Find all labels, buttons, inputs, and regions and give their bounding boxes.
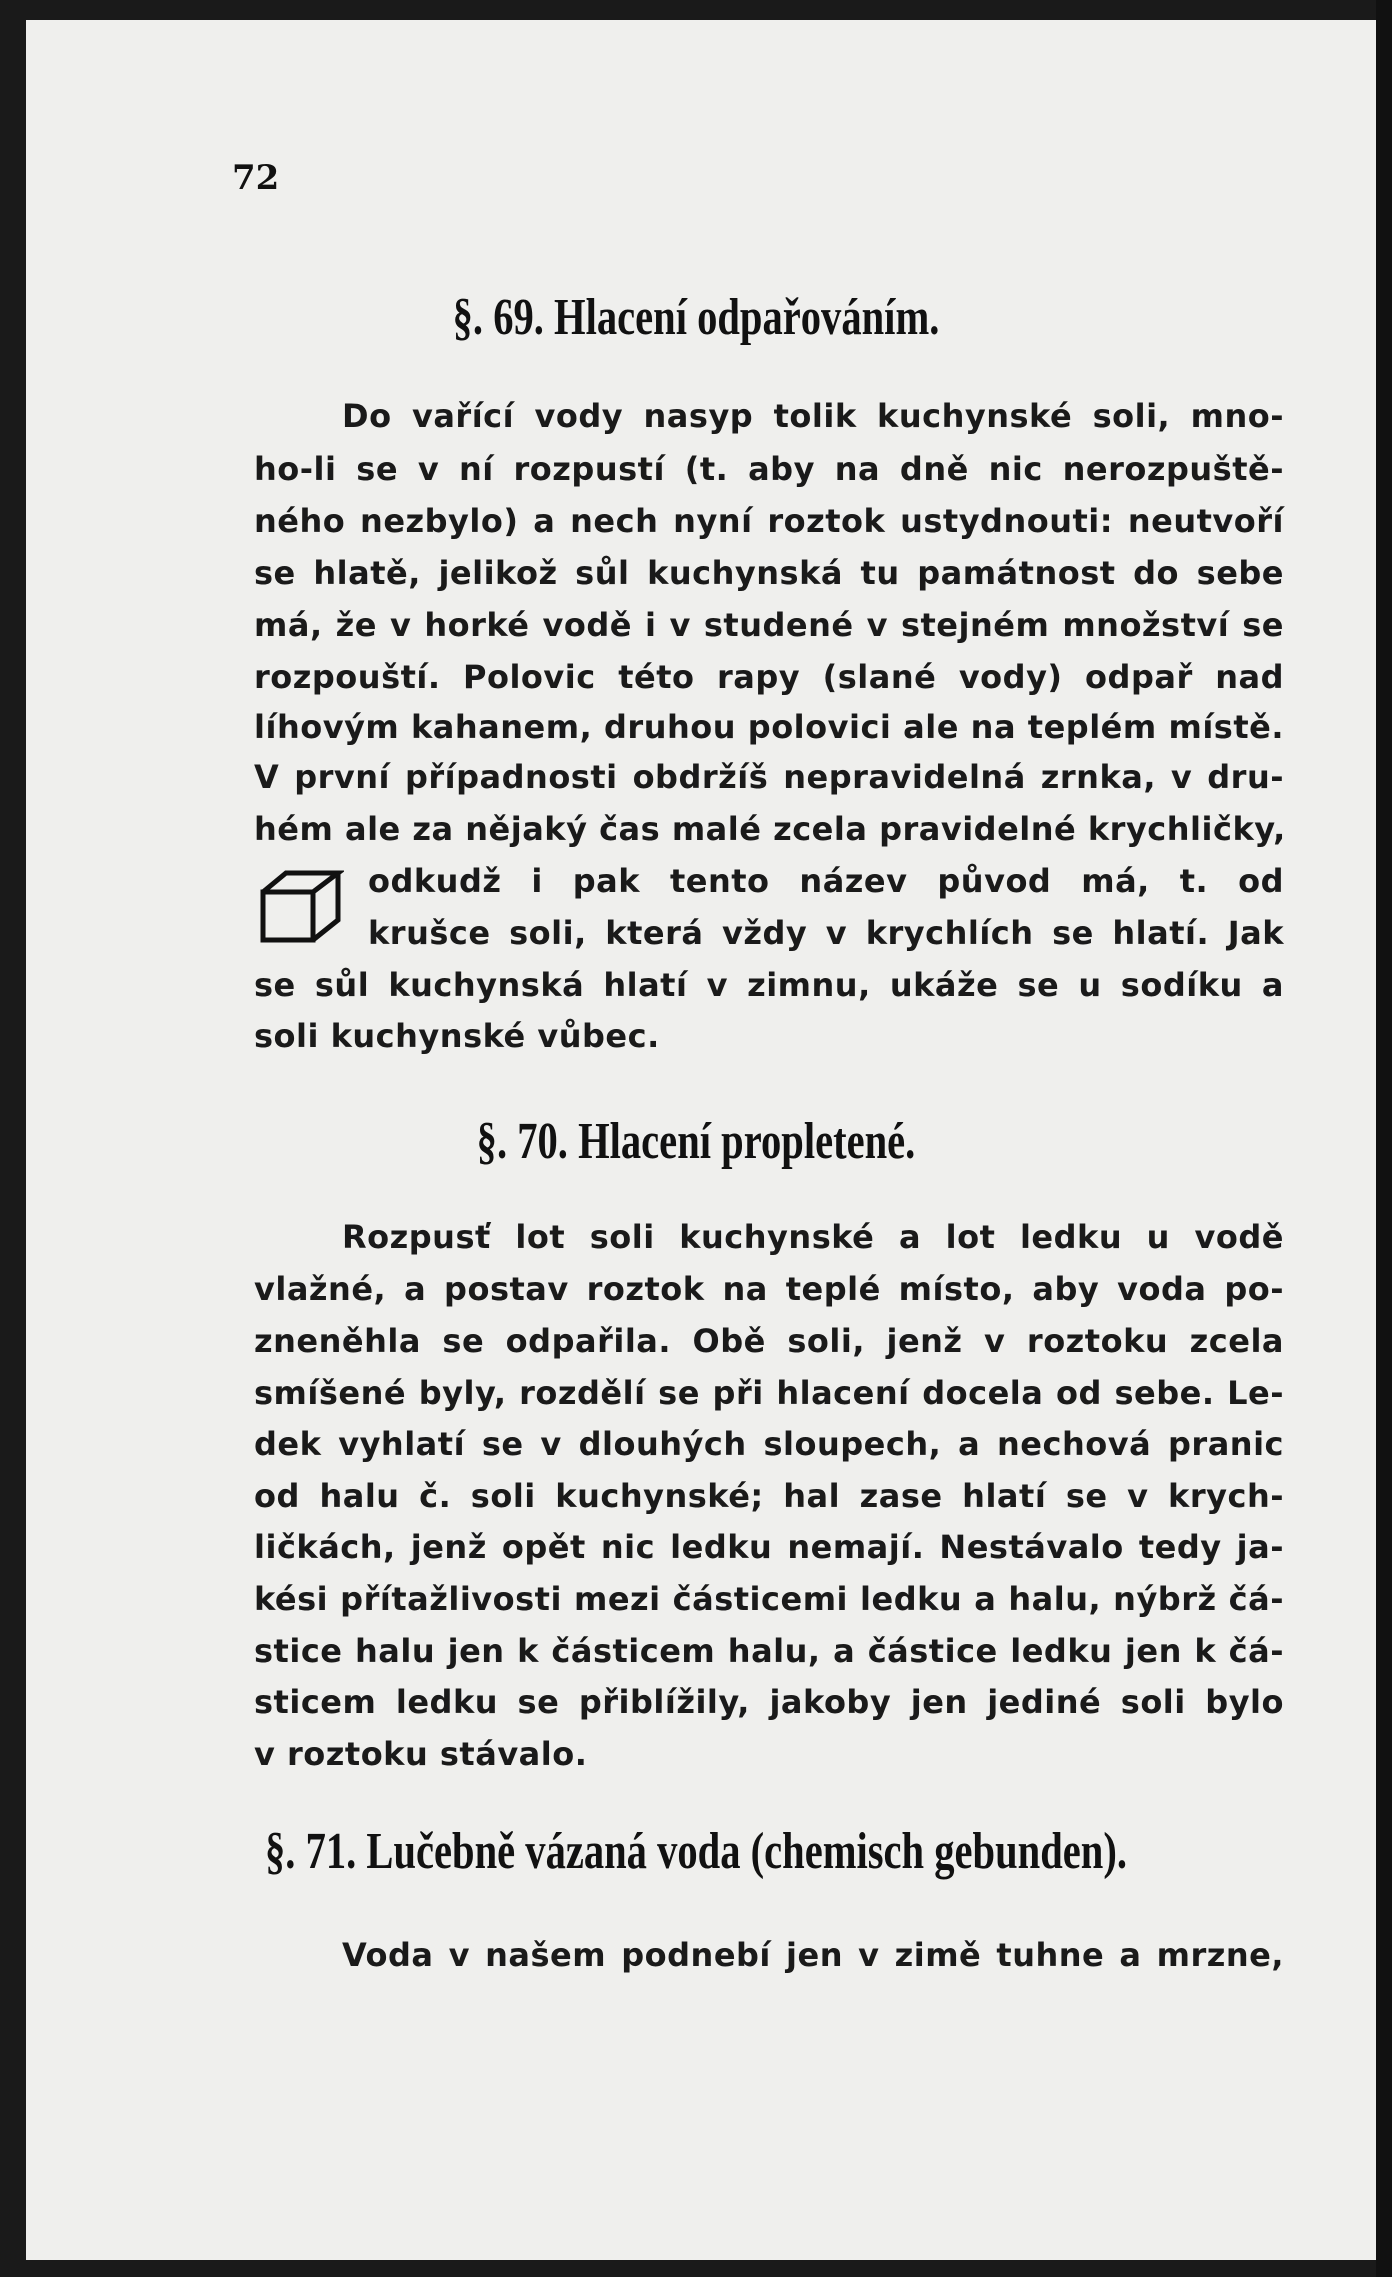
- cube-figure-icon: [258, 868, 344, 946]
- text-line: v roztoku stávalo.: [254, 1735, 588, 1773]
- section-heading-71: §. 71. Lučebně vázaná voda (chemisch gebunden).: [265, 1823, 1127, 1880]
- text-line: ho-li se v ní rozpustí (t. aby na dně nic nerozpuště-: [254, 450, 1284, 488]
- text-line: sticem ledku se přiblížily, jakoby jen jediné soli bylo: [254, 1683, 1284, 1721]
- text-line: má, že v horké vodě i v studené v stejném množství se: [254, 606, 1284, 644]
- page-number: 72: [232, 158, 280, 198]
- text-line: ného nezbylo) a nech nyní roztok ustydnouti: neutvoří: [254, 502, 1284, 540]
- text-line: Rozpusť lot soli kuchynské a lot ledku u vodě: [342, 1218, 1284, 1256]
- text-line: kési přítažlivosti mezi částicemi ledku a halu, nýbrž čá-: [254, 1580, 1284, 1618]
- section-heading-70: §. 70. Hlacení propletené.: [476, 1113, 916, 1170]
- text-line: hém ale za nějaký čas malé zcela pravidelné krychličky,: [254, 810, 1286, 848]
- page-edge: [1376, 0, 1392, 2277]
- text-line: krušce soli, která vždy v krychlích se hlatí. Jak: [368, 914, 1284, 952]
- text-line: soli kuchynské vůbec.: [254, 1017, 660, 1055]
- text-line: odkudž i pak tento název původ má, t. od: [368, 862, 1284, 900]
- text-line: dek vyhlatí se v dlouhých sloupech, a nechová pranic: [254, 1425, 1284, 1463]
- text-line: od halu č. soli kuchynské; hal zase hlatí se v krych-: [254, 1477, 1284, 1515]
- text-line: smíšené byly, rozdělí se při hlacení docela od sebe. Le-: [254, 1374, 1284, 1412]
- text-line: zneněhla se odpařila. Obě soli, jenž v roztoku zcela: [254, 1322, 1284, 1360]
- text-line: vlažné, a postav roztok na teplé místo, aby voda po-: [254, 1270, 1284, 1308]
- text-line: Voda v našem podnebí jen v zimě tuhne a mrzne,: [342, 1936, 1284, 1974]
- section-heading-69: §. 69. Hlacení odpařováním.: [452, 289, 940, 346]
- text-line: ličkách, jenž opět nic ledku nemají. Nestávalo tedy ja-: [254, 1528, 1284, 1566]
- text-line: stice halu jen k částicem halu, a částice ledku jen k čá-: [254, 1632, 1284, 1670]
- text-line: se sůl kuchynská hlatí v zimnu, ukáže se u sodíku a: [254, 966, 1284, 1004]
- text-line: rozpouští. Polovic této rapy (slané vody) odpař nad: [254, 658, 1284, 696]
- text-line: V první případnosti obdržíš nepravidelná zrnka, v dru-: [254, 758, 1284, 796]
- text-line: Do vařící vody nasyp tolik kuchynské soli, mno-: [342, 397, 1284, 435]
- text-line: líhovým kahanem, druhou polovici ale na teplém místě.: [254, 708, 1284, 746]
- text-line: se hlatě, jelikož sůl kuchynská tu památnost do sebe: [254, 554, 1284, 592]
